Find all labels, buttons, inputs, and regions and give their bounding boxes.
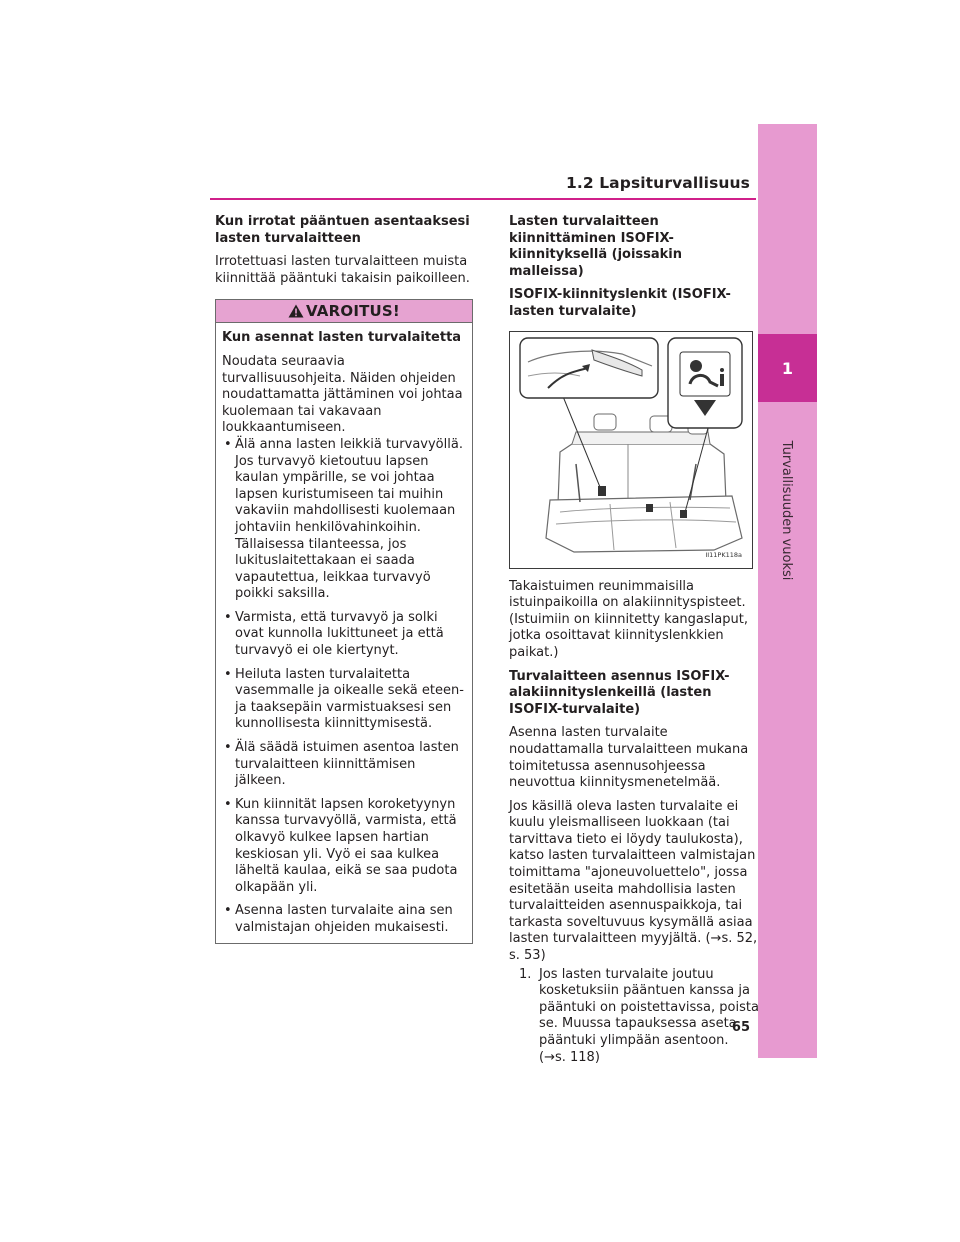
installation-steps [509,967,759,1067]
warning-subheading: Kun asennat lasten turvalaitetta [222,330,462,346]
rear-seat-illustration [510,332,752,568]
left-heading: Kun irrotat pääntuen asentaaksesi lasten turvalaitteen [215,214,470,246]
isofix-figure [509,331,753,569]
installation-paragraph-1: Asenna lasten turvalaite noudattamalla turvalaitteen mukana toimitetussa asennusohjeessa neuvottua kiinnitysmenetelmää. [509,725,749,791]
step-text: Jos lasten turvalaite joutuu kosketuksiin pääntuen kanssa ja pääntuki on poistettavissa, poista se. Muussa tapauksessa aseta pääntuki ylimpään asentoon. (→s. 118) [539,966,759,1065]
isofix-heading: Lasten turvalaitteen kiinnittäminen ISOFIX-kiinnityksellä (joissakin malleissa) [509,214,683,279]
warning-item: • Älä säädä istuimen asentoa lasten turvalaitteen kiinnittämisen jälkeen. [222,740,466,790]
warning-title: VAROITUS! [306,302,400,321]
installation-paragraph-2: Jos käsillä oleva lasten turvalaite ei kuulu yleismalliseen luokkaan (tai tarvittava tieto ei löydy taulukosta), katso lasten turvalaitteen valmistajan toimittama "ajoneuvoluettelo", jossa esitetään useita mahdollisia lasten turvalaitteiden asennuspaikkoja, tai tarkasta soveltuvuus kysymällä asiaa lasten turvalaitteen myyjältä. (→s. 52, s. 53) [509,798,758,964]
step-number: 1. [519,966,532,982]
chapter-title: Turvallisuuden vuoksi [779,440,795,581]
chapter-number-box [758,334,817,402]
warning-item: • Kun kiinnität lapsen koroketyynyn kanssa turvavyöllä, varmista, että olkavyö kulkee lapsen hartian keskiosan yli. Vyö ei saa kulkea läheltä kaulaa, eikä se saa pudota olkapään yli. [222,797,466,897]
page-number: 65 [731,1020,750,1035]
warning-header [216,300,472,323]
chapter-side-tab [758,124,817,1058]
warning-item: • Varmista, että turvavyö ja solki ovat kunnolla lukittuneet ja että turvavyö ei ole kiertynyt. [222,610,466,660]
chapter-number: 1 [781,358,794,378]
chapter-title-vertical [767,440,807,581]
figure-caption: Takaistuimen reunimmaisilla istuinpaikoilla on alakiinnityspisteet. (Istuimiin on kiinnitetty kangaslaput, jotka osoittavat kiinnityslenkkien paikat.) [509,578,748,660]
warning-item: • Asenna lasten turvalaite aina sen valmistajan ohjeiden mukaisesti. [222,903,466,936]
warning-item: • Älä anna lasten leikkiä turvavyöllä. Jos turvavyö kietoutuu lapsen kaulan ympärille, se voi johtaa lapsen kuristumiseen tai muihin vakaviin mahdollisesti kuolemaan johtaviin henkilövahinkoihin. Tällaisessa tilanteessa, jos lukituslaitettakaan ei saada vapautettua, leikkaa turvavyö poikki saksilla. [222,437,466,603]
warning-box [215,299,473,943]
left-column [215,214,473,944]
isofix-subheading: ISOFIX-kiinnityslenkit (ISOFIX- lasten turvalaite) [509,287,731,319]
warning-text: Noudata seuraavia turvallisuusohjeita. Näiden ohjeiden noudattamatta jättäminen voi johtaa kuolemaan tai vakavaan loukkaantumiseen. [222,353,463,436]
installation-step [509,967,759,1067]
warning-list [222,437,466,937]
warning-triangle-icon [288,304,304,318]
section-header: 1.2 Lapsiturvallisuus [565,174,750,192]
left-intro: Irrotettuasi lasten turvalaitteen muista kiinnittää pääntuki takaisin paikoilleen. [215,254,470,286]
warning-item: • Heiluta lasten turvalaitetta vasemmalle ja oikealle sekä eteen- ja taaksepäin varmistuaksesi sen kunnollisesta kiinnittymisestä. [222,667,466,733]
installation-heading: Turvalaitteen asennus ISOFIX-alakiinnityslenkeillä (lasten ISOFIX-turvalaite) [509,668,730,717]
figure-code: II11PK118a [705,550,742,559]
header-rule [210,198,756,200]
right-column [509,214,759,1066]
